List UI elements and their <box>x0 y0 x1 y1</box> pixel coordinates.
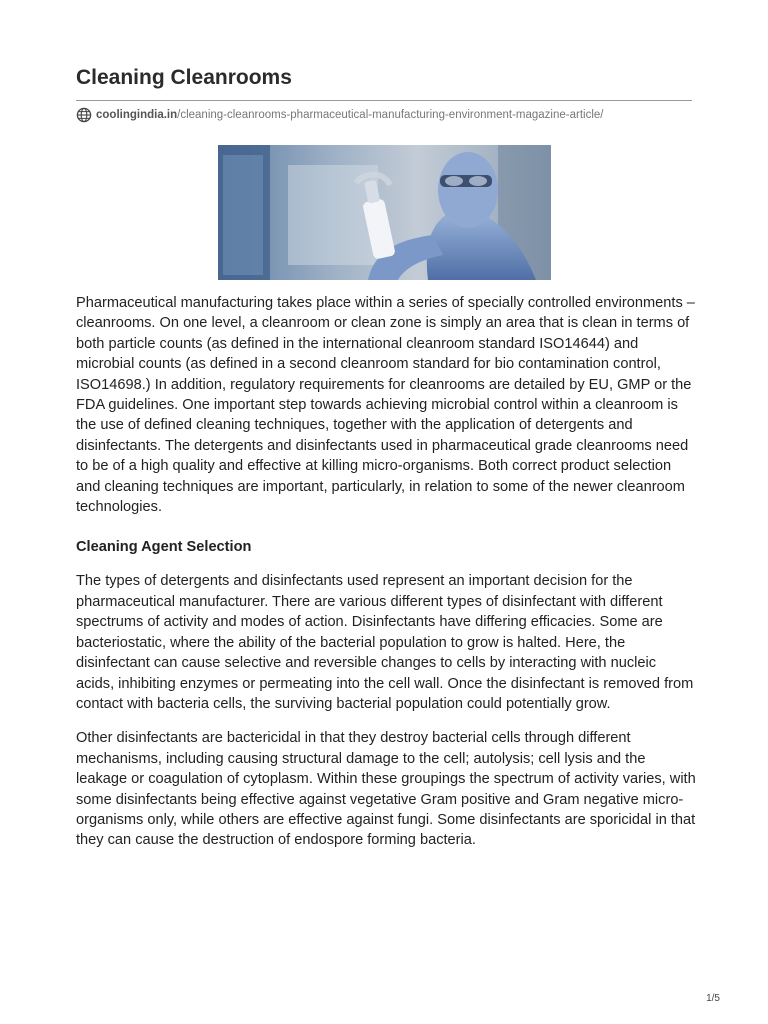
title-divider <box>76 100 692 101</box>
source-path[interactable]: /cleaning-cleanrooms-pharmaceutical-manufacturing-environment-magazine-article/ <box>177 109 604 121</box>
article-body <box>76 293 696 865</box>
page-indicator: 1/5 <box>706 993 720 1004</box>
globe-icon <box>76 107 92 123</box>
intro-paragraph: Pharmaceutical manufacturing takes place within a series of specially controlled environments – cleanrooms. On one level, a cleanroom or clean zone is simply an area that is clean in terms of both particle counts (as defined in the international cleanroom standard ISO14644) and microbial counts (as defined in a second cleanroom standard for bio contamination control, ISO14698.) In addition, regulatory requirements for cleanrooms are detailed by EU, GMP or the FDA guidelines. One important step towards achieving microbial control within a cleanroom is the use of defined cleaning techniques, together with the application of detergents and disinfectants. The detergents and disinfectants used in pharmaceutical grade cleanrooms need to be of a high quality and effective at killing micro-organisms. Both correct product selection and cleaning techniques are important, particularly, in relation to some of the newer cleanroom technologies. <box>76 295 695 516</box>
section-heading: Cleaning Agent Selection <box>76 539 252 556</box>
source-url[interactable] <box>76 106 603 124</box>
source-domain[interactable]: coolingindia.in <box>96 109 178 121</box>
section-paragraph: Other disinfectants are bactericidal in that they destroy bacterial cells through different mechanisms, including causing structural damage to the cell; autolysis; cell lysis and the leakage or coagulation of cytoplasm. Within these groupings the spectrum of activity varies, with some disinfectants being effective against vegetative Gram positive and Gram negative micro-organisms only, while others are effective against fungi. Some disinfectants are sporicidal in that they can cause the destruction of endospore forming bacteria. <box>76 730 696 849</box>
page-title: Cleaning Cleanrooms <box>76 66 292 89</box>
cleanroom-worker-photo <box>218 145 551 280</box>
section-paragraph: The types of detergents and disinfectants used represent an important decision for the pharmaceutical manufacturer. There are various different types of disinfectant with different spectrums of activity and modes of action. Disinfectants have differing efficacies. Some are bacteriostatic, where the ability of the bacterial population to grow is halted. Here, the disinfectant can cause selective and reversible changes to cells by interacting with nucleic acids, inhibiting enzymes or permeating into the cell wall. Once the disinfectant is removed from contact with bacteria cells, the surviving bacterial population could potentially grow. <box>76 573 694 712</box>
